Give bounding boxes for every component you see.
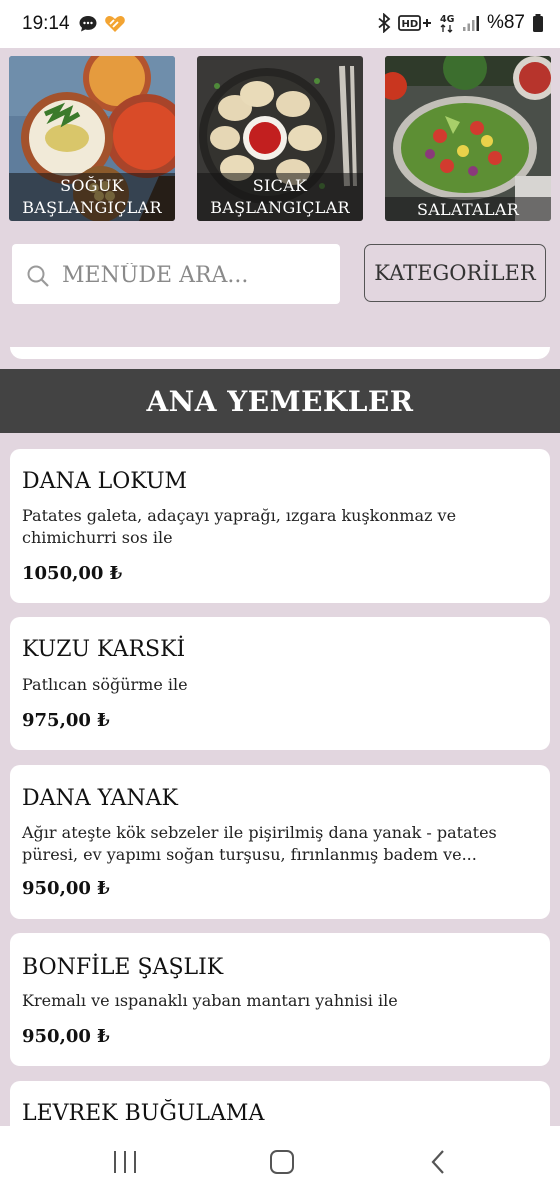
menu-item-price: 1050,00 ₺ [22,563,123,584]
category-label-line: BAŞLANGIÇLAR [210,198,350,217]
menu-item-description: Kremalı ve ıspanaklı yaban mantarı yahnisi ile [22,991,398,1010]
menu-item-name: BONFİLE ŞAŞLIK [22,955,224,980]
menu-item-card[interactable] [10,765,550,919]
notification-icons [78,14,126,34]
menu-item-card[interactable] [10,449,550,603]
category-label-line: SALATALAR [416,200,520,219]
categories-button[interactable]: KATEGORİLER [364,244,546,302]
status-time: 19:14 [22,13,70,34]
menu-item-price: 975,00 ₺ [22,710,110,731]
category-label-line: SICAK [252,176,308,195]
chat-icon [78,14,98,34]
category-label-line: BAŞLANGIÇLAR [22,198,162,217]
signal-icon [462,14,480,32]
section-title: ANA YEMEKLER [0,369,560,433]
status-right [377,12,544,34]
4g-icon [439,12,455,34]
menu-item-description: Ağır ateşte kök sebzeler ile pişirilmiş dana yanak - patates püresi, ev yapımı soğan turşusu, fırınlanmış badem ve... [22,823,497,864]
bluetooth-icon [377,13,391,33]
menu-item-name: LEVREK BUĞULAMA [22,1101,265,1126]
menu-item-card[interactable] [10,617,550,750]
search-input[interactable] [60,252,334,298]
menu-item-description: Patates galeta, adaçayı yaprağı, ızgara kuşkonmaz ve chimichurri sos ile [22,506,457,547]
status-bar [0,0,560,48]
back-icon[interactable] [428,1148,448,1176]
category-label [197,173,363,221]
category-label [9,173,175,221]
search-icon [26,264,50,288]
hd-plus-icon [398,13,432,33]
category-label [385,197,551,221]
battery-percent: %87 [486,12,525,33]
category-cold-starters[interactable] [9,56,175,221]
menu-item-price: 950,00 ₺ [22,878,110,899]
category-hot-starters[interactable] [197,56,363,221]
category-label-line: SOĞUK [60,176,124,195]
recent-apps-icon[interactable] [112,1148,138,1176]
search-box[interactable] [12,244,340,304]
battery-icon [532,13,544,33]
previous-card-edge [10,347,550,359]
menu-item-description: Patlıcan söğürme ile [22,675,188,694]
home-icon[interactable] [268,1148,296,1176]
system-nav-bar [0,1126,560,1200]
menu-item-name: KUZU KARSKİ [22,637,186,662]
category-salads[interactable] [385,56,551,221]
menu-item-name: DANA LOKUM [22,469,188,494]
svg-text:4G: 4G [439,14,455,25]
menu-item-name: DANA YANAK [22,786,178,811]
heart-notification-icon [104,14,126,34]
menu-item-card[interactable] [10,933,550,1066]
svg-text:HD: HD [401,19,419,30]
menu-item-price: 950,00 ₺ [22,1026,110,1047]
category-carousel [0,48,560,228]
